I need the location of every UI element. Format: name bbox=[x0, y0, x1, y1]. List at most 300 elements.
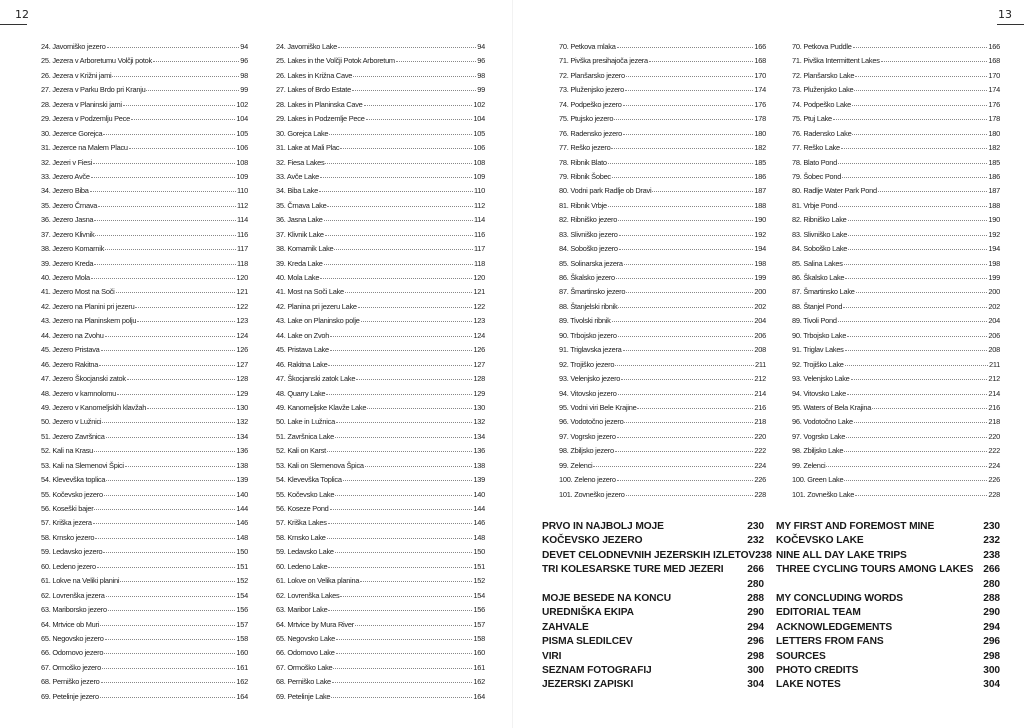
dot-leader bbox=[340, 596, 472, 597]
toc-entry[interactable] bbox=[41, 461, 248, 475]
toc-entry[interactable] bbox=[792, 316, 1000, 330]
toc-entry-title: 72. Planšarsko jezero bbox=[559, 70, 625, 80]
toc-entry[interactable] bbox=[792, 432, 1000, 446]
dot-leader bbox=[334, 249, 473, 250]
toc-entry[interactable] bbox=[41, 158, 248, 172]
toc-entry[interactable] bbox=[41, 446, 248, 460]
toc-entry-page: 178 bbox=[988, 114, 1000, 124]
dot-leader bbox=[360, 581, 472, 582]
toc-entry[interactable] bbox=[792, 417, 1000, 431]
toc-entry-page: 105 bbox=[473, 128, 485, 138]
toc-entry-page: 228 bbox=[754, 489, 766, 499]
toc-entry[interactable] bbox=[276, 374, 485, 388]
toc-entry[interactable] bbox=[559, 302, 766, 316]
toc-entry-title: 92. Trojiško jezero bbox=[559, 359, 615, 369]
toc-entry-title: 33. Jezero Avče bbox=[41, 171, 90, 181]
toc-entry-page: 194 bbox=[754, 244, 766, 254]
toc-entry-title: 64. Mrtvice ob Muri bbox=[41, 619, 100, 629]
toc-entry[interactable] bbox=[792, 374, 1000, 388]
toc-entry[interactable] bbox=[276, 663, 485, 677]
toc-entry[interactable] bbox=[559, 287, 766, 301]
section-entry[interactable] bbox=[542, 664, 764, 678]
section-entry[interactable] bbox=[776, 563, 1000, 577]
toc-entry[interactable] bbox=[792, 71, 1000, 85]
toc-entry-title: 47. Škocjanski zatok Lake bbox=[276, 374, 356, 384]
section-list-slovene bbox=[542, 520, 772, 693]
dot-leader bbox=[108, 610, 236, 611]
toc-entry[interactable] bbox=[559, 403, 766, 417]
toc-entry[interactable] bbox=[792, 345, 1000, 359]
toc-entry-title: 94. Vitovsko Lake bbox=[792, 388, 846, 398]
section-entry[interactable] bbox=[776, 578, 1000, 592]
toc-entry-page: 226 bbox=[988, 475, 1000, 485]
toc-entry[interactable] bbox=[41, 244, 248, 258]
toc-entry-title: 64. Mrtvice by Mura River bbox=[276, 619, 354, 629]
toc-entry-title: 95. Vodni viri Bele Krajine bbox=[559, 402, 637, 412]
toc-entry-page: 116 bbox=[473, 229, 485, 239]
toc-entry-title: 96. Vodotočno Lake bbox=[792, 417, 853, 427]
toc-entry[interactable] bbox=[276, 85, 485, 99]
toc-entry[interactable] bbox=[559, 345, 766, 359]
toc-entry[interactable] bbox=[41, 42, 248, 56]
toc-entry-page: 190 bbox=[988, 215, 1000, 225]
toc-entry-page: 118 bbox=[473, 258, 485, 268]
dot-leader bbox=[614, 119, 753, 120]
toc-entry[interactable] bbox=[276, 56, 485, 70]
toc-entry[interactable] bbox=[792, 287, 1000, 301]
toc-entry[interactable] bbox=[41, 417, 248, 431]
toc-entry-page: 106 bbox=[473, 143, 485, 153]
toc-entry[interactable] bbox=[41, 302, 248, 316]
toc-entry-title: 34. Biba Lake bbox=[276, 186, 318, 196]
toc-entry-page: 109 bbox=[236, 171, 248, 181]
toc-entry-page: 199 bbox=[988, 273, 1000, 282]
toc-entry[interactable] bbox=[41, 403, 248, 417]
toc-entry[interactable] bbox=[276, 129, 485, 143]
toc-entry[interactable] bbox=[276, 403, 485, 417]
toc-entry-title: 58. Krnsko jezero bbox=[41, 532, 95, 542]
toc-entry[interactable] bbox=[276, 331, 485, 345]
toc-entry[interactable] bbox=[559, 374, 766, 388]
page-number-right: 13 bbox=[998, 8, 1012, 21]
toc-entry[interactable] bbox=[41, 56, 248, 70]
toc-entry[interactable] bbox=[792, 42, 1000, 56]
toc-entry-page: 170 bbox=[754, 70, 766, 80]
dot-leader bbox=[147, 408, 235, 409]
dot-leader bbox=[94, 220, 236, 221]
toc-entry[interactable] bbox=[792, 100, 1000, 114]
toc-entry[interactable] bbox=[792, 461, 1000, 475]
toc-entry-page: 185 bbox=[988, 157, 1000, 167]
toc-entry[interactable] bbox=[559, 172, 766, 186]
dot-leader bbox=[838, 206, 987, 207]
toc-entry[interactable] bbox=[792, 158, 1000, 172]
toc-entry[interactable] bbox=[41, 490, 248, 504]
dot-leader bbox=[99, 365, 235, 366]
section-entry[interactable] bbox=[542, 534, 764, 548]
toc-entry[interactable] bbox=[559, 71, 766, 85]
toc-entry[interactable] bbox=[276, 417, 485, 431]
toc-entry-page: 96 bbox=[477, 56, 485, 66]
toc-entry-page: 157 bbox=[236, 619, 248, 629]
toc-entry[interactable] bbox=[792, 389, 1000, 403]
toc-entry[interactable] bbox=[559, 129, 766, 143]
toc-entry[interactable] bbox=[276, 201, 485, 215]
toc-entry[interactable] bbox=[792, 172, 1000, 186]
toc-entry-page: 105 bbox=[236, 128, 248, 138]
toc-entry[interactable] bbox=[559, 331, 766, 345]
section-entry-page: 298 bbox=[983, 650, 1000, 662]
section-entry[interactable] bbox=[776, 592, 1000, 606]
toc-entry[interactable] bbox=[276, 533, 485, 547]
toc-entry[interactable] bbox=[41, 360, 248, 374]
toc-entry[interactable] bbox=[276, 490, 485, 504]
toc-entry[interactable] bbox=[41, 648, 248, 662]
dot-leader bbox=[848, 235, 987, 236]
dot-leader bbox=[106, 596, 236, 597]
toc-entry-title: 37. Jezero Klivnik bbox=[41, 229, 95, 239]
toc-entry[interactable] bbox=[41, 215, 248, 229]
toc-entry-page: 218 bbox=[988, 417, 1000, 427]
toc-entry-title: 96. Vodotočno jezero bbox=[559, 417, 624, 427]
toc-entry-title: 89. Tivoli Pond bbox=[792, 316, 837, 326]
toc-entry-title: 86. Škalsko Lake bbox=[792, 273, 845, 282]
toc-entry[interactable] bbox=[41, 201, 248, 215]
toc-entry[interactable] bbox=[276, 446, 485, 460]
section-entry-page: 290 bbox=[747, 607, 764, 619]
toc-entry[interactable] bbox=[41, 186, 248, 200]
toc-entry[interactable] bbox=[276, 158, 485, 172]
toc-entry[interactable] bbox=[276, 432, 485, 446]
toc-entry[interactable] bbox=[276, 114, 485, 128]
dot-leader bbox=[396, 61, 476, 62]
toc-entry[interactable] bbox=[41, 677, 248, 691]
dot-leader bbox=[833, 119, 988, 120]
toc-entry[interactable] bbox=[559, 360, 766, 374]
toc-entry-title: 43. Jezero na Planinskem polju bbox=[41, 316, 137, 326]
toc-column-slovene-part1 bbox=[41, 42, 248, 706]
toc-entry[interactable] bbox=[276, 100, 485, 114]
dot-leader bbox=[324, 264, 473, 265]
toc-entry[interactable] bbox=[792, 129, 1000, 143]
toc-entry[interactable] bbox=[559, 186, 766, 200]
toc-entry-title: 77. Reško Lake bbox=[792, 143, 840, 153]
toc-entry[interactable] bbox=[276, 172, 485, 186]
toc-entry[interactable] bbox=[276, 302, 485, 316]
toc-entry[interactable] bbox=[41, 663, 248, 677]
section-entry-title: KOČEVSKO LAKE bbox=[776, 535, 864, 547]
toc-entry-page: 212 bbox=[988, 374, 1000, 384]
toc-entry[interactable] bbox=[559, 244, 766, 258]
toc-entry[interactable] bbox=[792, 446, 1000, 460]
toc-entry[interactable] bbox=[276, 215, 485, 229]
section-entry-title: TRI KOLESARSKE TURE MED JEZERI bbox=[542, 564, 724, 576]
section-entry[interactable] bbox=[542, 549, 772, 563]
toc-entry[interactable] bbox=[276, 475, 485, 489]
toc-entry[interactable] bbox=[41, 518, 248, 532]
section-entry[interactable] bbox=[542, 635, 764, 649]
dot-leader bbox=[847, 394, 987, 395]
section-entry[interactable] bbox=[542, 520, 764, 534]
toc-entry[interactable] bbox=[276, 360, 485, 374]
toc-entry[interactable] bbox=[559, 475, 766, 489]
toc-entry[interactable] bbox=[41, 287, 248, 301]
toc-entry[interactable] bbox=[276, 71, 485, 85]
section-entry[interactable] bbox=[776, 621, 1000, 635]
dot-leader bbox=[624, 264, 754, 265]
section-entry[interactable] bbox=[776, 664, 1000, 678]
toc-entry-page: 138 bbox=[236, 460, 248, 470]
toc-entry[interactable] bbox=[276, 244, 485, 258]
toc-entry-title: 49. Jezero v Kanomeljskih klavžah bbox=[41, 402, 147, 412]
toc-entry[interactable] bbox=[559, 114, 766, 128]
toc-entry[interactable] bbox=[559, 461, 766, 475]
toc-entry[interactable] bbox=[559, 490, 766, 504]
toc-entry-title: 61. Lokve na Veliki planini bbox=[41, 576, 120, 586]
toc-entry[interactable] bbox=[276, 518, 485, 532]
toc-entry[interactable] bbox=[792, 201, 1000, 215]
section-entry[interactable] bbox=[542, 592, 764, 606]
dot-leader bbox=[327, 451, 472, 452]
toc-entry[interactable] bbox=[276, 504, 485, 518]
toc-entry[interactable] bbox=[41, 114, 248, 128]
section-entry-title: THREE CYCLING TOURS AMONG LAKES bbox=[776, 564, 974, 576]
toc-entry-page: 150 bbox=[236, 547, 248, 557]
section-entry-page: 232 bbox=[747, 535, 764, 547]
toc-entry[interactable] bbox=[276, 620, 485, 634]
toc-entry[interactable] bbox=[559, 446, 766, 460]
toc-entry[interactable] bbox=[276, 273, 485, 287]
section-entry-page: 296 bbox=[747, 636, 764, 648]
toc-entry[interactable] bbox=[41, 389, 248, 403]
toc-entry-page: 104 bbox=[236, 114, 248, 124]
toc-entry[interactable] bbox=[559, 100, 766, 114]
toc-entry-title: 79. Šobec Pond bbox=[792, 171, 842, 181]
toc-entry-page: 99 bbox=[477, 85, 485, 95]
toc-entry[interactable] bbox=[792, 403, 1000, 417]
dot-leader bbox=[103, 134, 235, 135]
section-entry[interactable] bbox=[542, 563, 764, 577]
toc-entry[interactable] bbox=[792, 230, 1000, 244]
toc-entry[interactable] bbox=[276, 186, 485, 200]
toc-entry[interactable] bbox=[559, 42, 766, 56]
toc-entry[interactable] bbox=[41, 85, 248, 99]
toc-entry[interactable] bbox=[559, 201, 766, 215]
toc-entry[interactable] bbox=[41, 230, 248, 244]
toc-entry[interactable] bbox=[41, 591, 248, 605]
section-entry[interactable] bbox=[542, 678, 764, 692]
toc-entry[interactable] bbox=[41, 129, 248, 143]
toc-entry-title: 58. Krnsko Lake bbox=[276, 532, 326, 542]
toc-entry[interactable] bbox=[41, 533, 248, 547]
toc-entry-page: 166 bbox=[988, 42, 1000, 51]
toc-entry-title: 27. Lakes of Brdo Estate bbox=[276, 85, 351, 95]
toc-entry-page: 130 bbox=[236, 402, 248, 412]
toc-entry[interactable] bbox=[41, 316, 248, 330]
toc-entry[interactable] bbox=[559, 85, 766, 99]
toc-entry-page: 124 bbox=[473, 330, 485, 340]
toc-entry-title: 42. Planina pri jezeru Lake bbox=[276, 301, 357, 311]
toc-entry[interactable] bbox=[41, 273, 248, 287]
section-entry[interactable] bbox=[542, 621, 764, 635]
dot-leader bbox=[328, 567, 472, 568]
toc-entry[interactable] bbox=[276, 42, 485, 56]
toc-entry[interactable] bbox=[559, 389, 766, 403]
toc-entry[interactable] bbox=[41, 634, 248, 648]
toc-entry-title: 70. Petkova mlaka bbox=[559, 42, 616, 51]
toc-entry-page: 211 bbox=[754, 359, 766, 369]
toc-entry[interactable] bbox=[41, 259, 248, 273]
toc-entry[interactable] bbox=[792, 302, 1000, 316]
toc-entry[interactable] bbox=[276, 634, 485, 648]
toc-entry[interactable] bbox=[792, 143, 1000, 157]
toc-entry[interactable] bbox=[276, 143, 485, 157]
toc-entry[interactable] bbox=[41, 374, 248, 388]
toc-entry[interactable] bbox=[41, 345, 248, 359]
toc-entry[interactable] bbox=[41, 562, 248, 576]
toc-entry-page: 204 bbox=[988, 316, 1000, 326]
toc-entry-title: 52. Kali na Krasu bbox=[41, 446, 94, 456]
dot-leader bbox=[101, 350, 236, 351]
toc-entry[interactable] bbox=[792, 490, 1000, 504]
toc-entry[interactable] bbox=[792, 273, 1000, 287]
toc-entry[interactable] bbox=[41, 432, 248, 446]
toc-entry[interactable] bbox=[559, 143, 766, 157]
toc-entry[interactable] bbox=[559, 215, 766, 229]
dot-leader bbox=[623, 350, 754, 351]
dot-leader bbox=[320, 278, 472, 279]
section-entry[interactable] bbox=[776, 635, 1000, 649]
toc-entry[interactable] bbox=[792, 114, 1000, 128]
toc-entry-page: 120 bbox=[473, 273, 485, 282]
toc-entry-page: 220 bbox=[988, 431, 1000, 441]
toc-entry[interactable] bbox=[276, 648, 485, 662]
section-entry[interactable] bbox=[542, 606, 764, 620]
toc-entry[interactable] bbox=[41, 504, 248, 518]
toc-entry[interactable] bbox=[276, 287, 485, 301]
section-entry-title: KOČEVSKO JEZERO bbox=[542, 535, 643, 547]
toc-entry[interactable] bbox=[792, 56, 1000, 70]
toc-entry[interactable] bbox=[792, 360, 1000, 374]
toc-entry-page: 121 bbox=[473, 287, 485, 297]
section-entry-page: 304 bbox=[747, 679, 764, 691]
toc-entry-page: 98 bbox=[240, 70, 248, 80]
toc-column-english-part2 bbox=[792, 42, 1000, 504]
toc-entry[interactable] bbox=[559, 316, 766, 330]
toc-entry[interactable] bbox=[276, 576, 485, 590]
toc-entry-page: 186 bbox=[754, 171, 766, 181]
toc-entry[interactable] bbox=[41, 475, 248, 489]
toc-entry[interactable] bbox=[41, 692, 248, 706]
toc-entry-title: 101. Zovneško Lake bbox=[792, 489, 855, 499]
section-entry[interactable] bbox=[542, 650, 764, 664]
toc-entry[interactable] bbox=[41, 331, 248, 345]
toc-entry[interactable] bbox=[276, 230, 485, 244]
toc-entry[interactable] bbox=[41, 71, 248, 85]
toc-entry[interactable] bbox=[792, 215, 1000, 229]
toc-entry[interactable] bbox=[559, 432, 766, 446]
toc-entry[interactable] bbox=[41, 576, 248, 590]
toc-entry-page: 220 bbox=[754, 431, 766, 441]
toc-entry[interactable] bbox=[276, 562, 485, 576]
toc-entry[interactable] bbox=[41, 143, 248, 157]
toc-entry-page: 187 bbox=[988, 186, 1000, 196]
toc-entry[interactable] bbox=[41, 172, 248, 186]
toc-entry[interactable] bbox=[559, 259, 766, 273]
toc-entry[interactable] bbox=[276, 316, 485, 330]
toc-entry[interactable] bbox=[276, 389, 485, 403]
dot-leader bbox=[98, 206, 236, 207]
dot-leader bbox=[336, 422, 472, 423]
toc-entry[interactable] bbox=[559, 56, 766, 70]
section-entry[interactable] bbox=[776, 650, 1000, 664]
toc-entry[interactable] bbox=[276, 259, 485, 273]
section-entry-page: 288 bbox=[983, 592, 1000, 604]
toc-entry-title: 86. Škalsko jezero bbox=[559, 273, 615, 282]
toc-entry[interactable] bbox=[792, 475, 1000, 489]
section-entry-page: 300 bbox=[747, 664, 764, 676]
toc-entry[interactable] bbox=[792, 331, 1000, 345]
toc-entry[interactable] bbox=[559, 158, 766, 172]
toc-entry[interactable] bbox=[276, 591, 485, 605]
section-entry[interactable] bbox=[776, 534, 1000, 548]
toc-entry-title: 38. Jezero Komarnik bbox=[41, 244, 105, 254]
toc-entry[interactable] bbox=[792, 259, 1000, 273]
toc-entry-page: 132 bbox=[473, 417, 485, 427]
toc-entry[interactable] bbox=[276, 547, 485, 561]
section-entry-title: MOJE BESEDE NA KONCU bbox=[542, 592, 671, 604]
toc-entry[interactable] bbox=[792, 186, 1000, 200]
section-entry[interactable] bbox=[776, 678, 1000, 692]
toc-entry[interactable] bbox=[276, 692, 485, 706]
toc-entry-title: 59. Ledavsko jezero bbox=[41, 547, 103, 557]
toc-entry-page: 202 bbox=[988, 301, 1000, 311]
toc-entry-page: 174 bbox=[988, 85, 1000, 95]
dot-leader bbox=[131, 119, 235, 120]
toc-entry[interactable] bbox=[559, 273, 766, 287]
toc-entry-title: 99. Zelenci bbox=[792, 460, 826, 470]
section-entry-page: 290 bbox=[983, 607, 1000, 619]
toc-entry[interactable] bbox=[41, 547, 248, 561]
dot-leader bbox=[878, 191, 988, 192]
section-entry[interactable] bbox=[776, 549, 1000, 563]
toc-entry[interactable] bbox=[276, 461, 485, 475]
toc-entry-title: 25. Lakes in the Volčji Potok Arboretum bbox=[276, 56, 395, 66]
section-entry[interactable] bbox=[776, 606, 1000, 620]
section-entry[interactable] bbox=[542, 578, 764, 592]
toc-entry[interactable] bbox=[559, 230, 766, 244]
toc-entry[interactable] bbox=[792, 85, 1000, 99]
toc-entry[interactable] bbox=[276, 345, 485, 359]
toc-entry[interactable] bbox=[41, 100, 248, 114]
toc-entry-title: 30. Gorejca Lake bbox=[276, 128, 329, 138]
toc-entry-page: 164 bbox=[236, 691, 248, 701]
toc-entry[interactable] bbox=[559, 417, 766, 431]
toc-entry[interactable] bbox=[41, 620, 248, 634]
toc-entry[interactable] bbox=[792, 244, 1000, 258]
dot-leader bbox=[853, 47, 988, 48]
toc-entry-title: 65. Negovsko Lake bbox=[276, 633, 336, 643]
toc-entry-page: 211 bbox=[988, 359, 1000, 369]
toc-entry[interactable] bbox=[276, 605, 485, 619]
dot-leader bbox=[106, 437, 236, 438]
dot-leader bbox=[845, 278, 987, 279]
toc-entry[interactable] bbox=[276, 677, 485, 691]
toc-entry-page: 206 bbox=[988, 330, 1000, 340]
section-entry[interactable] bbox=[776, 520, 1000, 534]
dot-leader bbox=[102, 668, 235, 669]
toc-entry[interactable] bbox=[41, 605, 248, 619]
